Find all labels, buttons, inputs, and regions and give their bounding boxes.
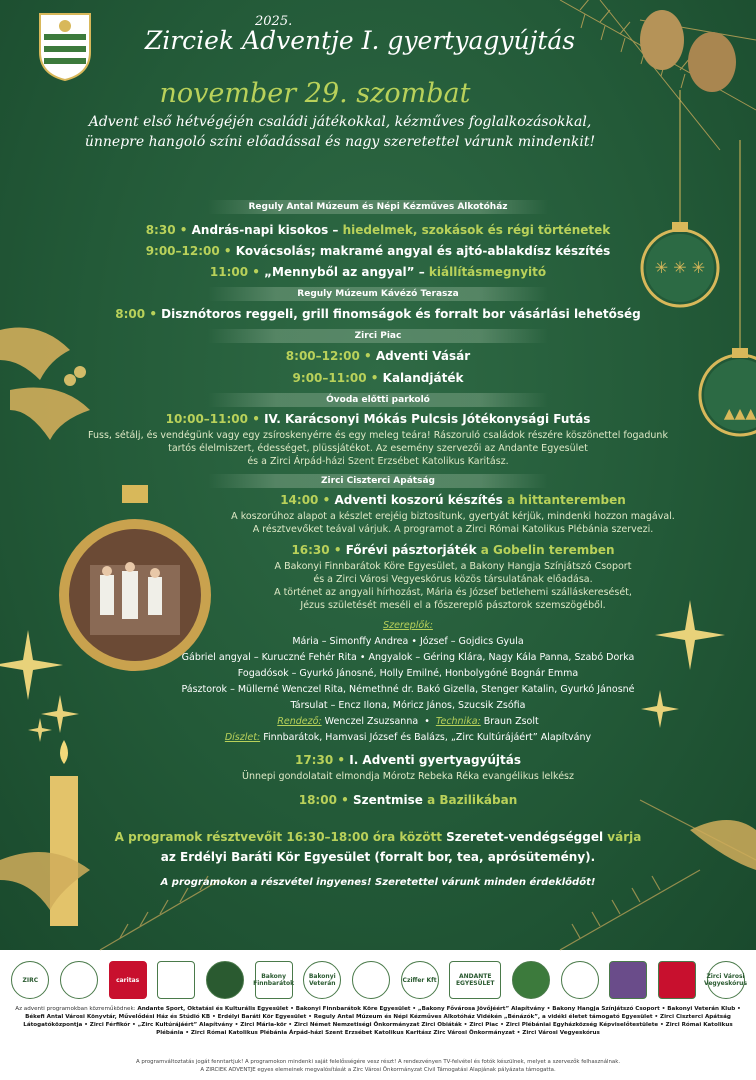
sponsor-logo xyxy=(512,961,550,999)
contributors-list: Az adventi programokban közreműködnek: Andante Sport, Oktatási és Kulturális Egyesület • Bakonyi Finnbarátok Köre Egyesület • „Bakony Fővárosa Jövőjéért” Alapítvány • Bakony Hangja Színjátszó Csoport • Bakonyi Veterán Klub • Békefi Antal Városi Könyvtár, Művelődési Ház és Stúdió KB • Erdélyi Baráti Kör Egyesület • Reguly Antal Múzeum és Népi Kézműves Alkotóház Vidékén „Bénázók”, a vidéki életet támogató Egyesület • Zirci Ciszterci Apátság Látogatóközpontja • Zirci Férfikór • „Zirc Kultúrájáért” Alapítvány • Zirci Mária-kör • Zirci Német Nemzetiségi Önkormányzat Zirci Obiáták • Zirci Piac • Zirci Plébániai Egyházközség Képviselőtestülete • Zirci Római Katolikus Plébánia • Zirci Római Katolikus Plébánia Árpád-házi Szent Erzsébet Katolikus Karitász Zirc Városi Önkormányzat • Zirci Városi Vegyeskórus xyxy=(15,1006,741,1036)
program-description: Ünnepi gondolatait elmondja Mórotz Rebeka Réka evangélikus lelkész xyxy=(242,771,574,782)
program-description: Jézus születését meséli el a főszereplő pásztorok szemszögéből. xyxy=(300,600,606,611)
program-item: 8:00–12:00 • Adventi Vásár xyxy=(285,349,471,363)
svg-text:✳ ✳ ✳: ✳ ✳ ✳ xyxy=(654,258,706,277)
event-title: Zirciek Adventje I. gyertyagyújtás xyxy=(144,26,576,55)
closing-line: A programok résztvevőit 16:30–18:00 óra között Szeretet-vendégséggel várja xyxy=(114,830,642,844)
cast-line: Mária – Simonffy Andrea • József – Gojdics Gyula xyxy=(292,636,524,647)
program-description: A történet az angyali hírhozást, Mária és József betlehemi szálláskeresését, xyxy=(274,587,632,598)
program-description: A résztvevőket teával várjuk. A programot a Zirci Római Katolikus Plébánia szervezi. xyxy=(252,524,654,535)
disclaimer: A programváltoztatás jogát fenntartjuk! A programokon mindenki saját felelősségére vesz részt! A rendezvényen TV-felvétel és fotók készülnek, melyet a szervezők felhasználnak. A ZIRCIEK ADVENTJE egyes elemeinek megvalósítását a Zirc Városi Önkormányzat Civil Támogatási Alapjának pályázata támogatta. xyxy=(135,1059,621,1073)
program-item: 9:00–12:00 • Kovácsolás; makramé angyal és ajtó-ablakdísz készítés xyxy=(145,244,611,258)
venue-header: Reguly Antal Múzeum és Népi Kézműves Alkotóház xyxy=(208,200,548,214)
program-item: 17:30 • I. Adventi gyertyagyújtás xyxy=(294,753,522,767)
event-date: november 29. szombat xyxy=(159,78,471,109)
program-item: 8:00 • Disznótoros reggeli, grill finomságok és forralt bor vásárlási lehetőség xyxy=(115,307,641,321)
program-item: 18:00 • Szentmise a Bazilikában xyxy=(298,793,518,807)
abbey-programs xyxy=(0,490,756,612)
sponsor-logo xyxy=(157,961,195,999)
free-entry-note: A programokon a részvétel ingyenes! Szeretettel várunk minden érdeklődőt! xyxy=(160,877,596,888)
sponsor-logo: ANDANTE EGYESÜLET xyxy=(449,961,501,999)
sponsor-logo: caritas xyxy=(109,961,147,999)
sponsor-logo xyxy=(609,961,647,999)
evening-programs xyxy=(0,750,756,811)
venue-header: Óvoda előtti parkoló xyxy=(208,393,548,407)
event-year: 2025. xyxy=(255,14,293,29)
venue-header: Zirci Ciszterci Apátság xyxy=(208,474,548,488)
program-description: A Bakonyi Finnbarátok Köre Egyesület, a Bakony Hangja Színjátszó Csoport xyxy=(274,561,632,572)
program-item: 8:30 • András-napi kisokos – hiedelmek, szokások és régi történetek xyxy=(145,223,611,237)
program-description: Fuss, sétálj, és vendégünk vagy egy zsíroskenyérre és egy meleg teára! Rászoruló családok részére köszönettel fogadunk xyxy=(88,430,668,441)
closing-line: az Erdélyi Baráti Kör Egyesület (forralt bor, tea, aprósütemény). xyxy=(160,850,596,864)
program-description: A koszorúhoz alapot a készlet erejéig biztosítunk, gyertyát kérjük, mindenki hozzon magával. xyxy=(231,511,675,522)
sponsor-logo: ZIRC xyxy=(11,961,49,999)
sponsor-logo: Cziffer Kft xyxy=(401,961,439,999)
cast-line: Pásztorok – Müllerné Wenczel Rita, Némethné dr. Bakó Gizella, Stenger Katalin, Gyurkó Jánosné xyxy=(181,684,635,695)
cast-line: Gábriel angyal – Kuruczné Fehér Rita • Angyalok – Géring Klára, Nagy Kála Panna, Szabó Dorka xyxy=(181,652,635,663)
program-item: 11:00 • „Mennyből az angyal” – kiállításmegnyitó xyxy=(209,265,547,279)
cast-line: Társulat – Encz Ilona, Móricz János, Szucsik Zsófia xyxy=(290,700,526,711)
program-list xyxy=(0,200,756,888)
program-item: 14:00 • Adventi koszorú készítés a hittanteremben xyxy=(280,493,626,507)
sponsor-logo xyxy=(206,961,244,999)
town-crest-icon xyxy=(38,12,92,82)
cast-line: Fogadósok – Gyurkó Jánosné, Holly Emilné, Honbolygóné Bognár Emma xyxy=(237,668,579,679)
sponsor-logo: Bakonyi Veterán xyxy=(303,961,341,999)
crew-line: Rendező: Wenczel Zsuzsanna • Technika: Braun Zsolt xyxy=(277,716,539,727)
sponsor-logo: Bakony Finnbarátok xyxy=(255,961,293,999)
svg-text:▲▲▲: ▲▲▲ xyxy=(723,406,756,422)
sponsor-logo: Zirci Városi Vegyeskórus xyxy=(707,961,745,999)
program-item: 16:30 • Főrévi pásztorjáték a Gobelin teremben xyxy=(291,543,615,557)
sponsor-logo xyxy=(658,961,696,999)
program-item: 9:00–11:00 • Kalandjáték xyxy=(292,371,464,385)
venue-header: Reguly Múzeum Kávézó Terasza xyxy=(208,287,548,301)
sponsor-logo xyxy=(60,961,98,999)
program-item: 10:00–11:00 • IV. Karácsonyi Mókás Pulcsis Jótékonysági Futás xyxy=(165,412,591,426)
sponsor-logo xyxy=(561,961,599,999)
program-description: tartós élelmiszert, édességet, plüssjátékot. Az esemény szervezői az Andante Egyesület xyxy=(168,443,588,454)
scenery-line: Díszlet: Finnbarátok, Hamvasi József és Balázs, „Zirc Kultúrájáért” Alapítvány xyxy=(224,732,592,743)
sponsor-logo xyxy=(352,961,390,999)
sponsor-logos xyxy=(0,955,756,1005)
cast-label: Szereplők: xyxy=(383,620,433,631)
pine-cone-icon xyxy=(640,10,736,92)
event-intro: Advent első hétvégéjén családi játékokkal, kézműves foglalkozásokkal, ünnepre hangoló színi előadással és nagy szeretettel várunk mindenkit! xyxy=(84,114,596,150)
program-description: és a Zirci Városi Vegyeskórus közös társulatának előadása. xyxy=(313,574,593,585)
venue-header: Zirci Piac xyxy=(208,329,548,343)
program-description: és a Zirci Árpád-házi Szent Erzsébet Katolikus Karitász. xyxy=(247,456,509,467)
